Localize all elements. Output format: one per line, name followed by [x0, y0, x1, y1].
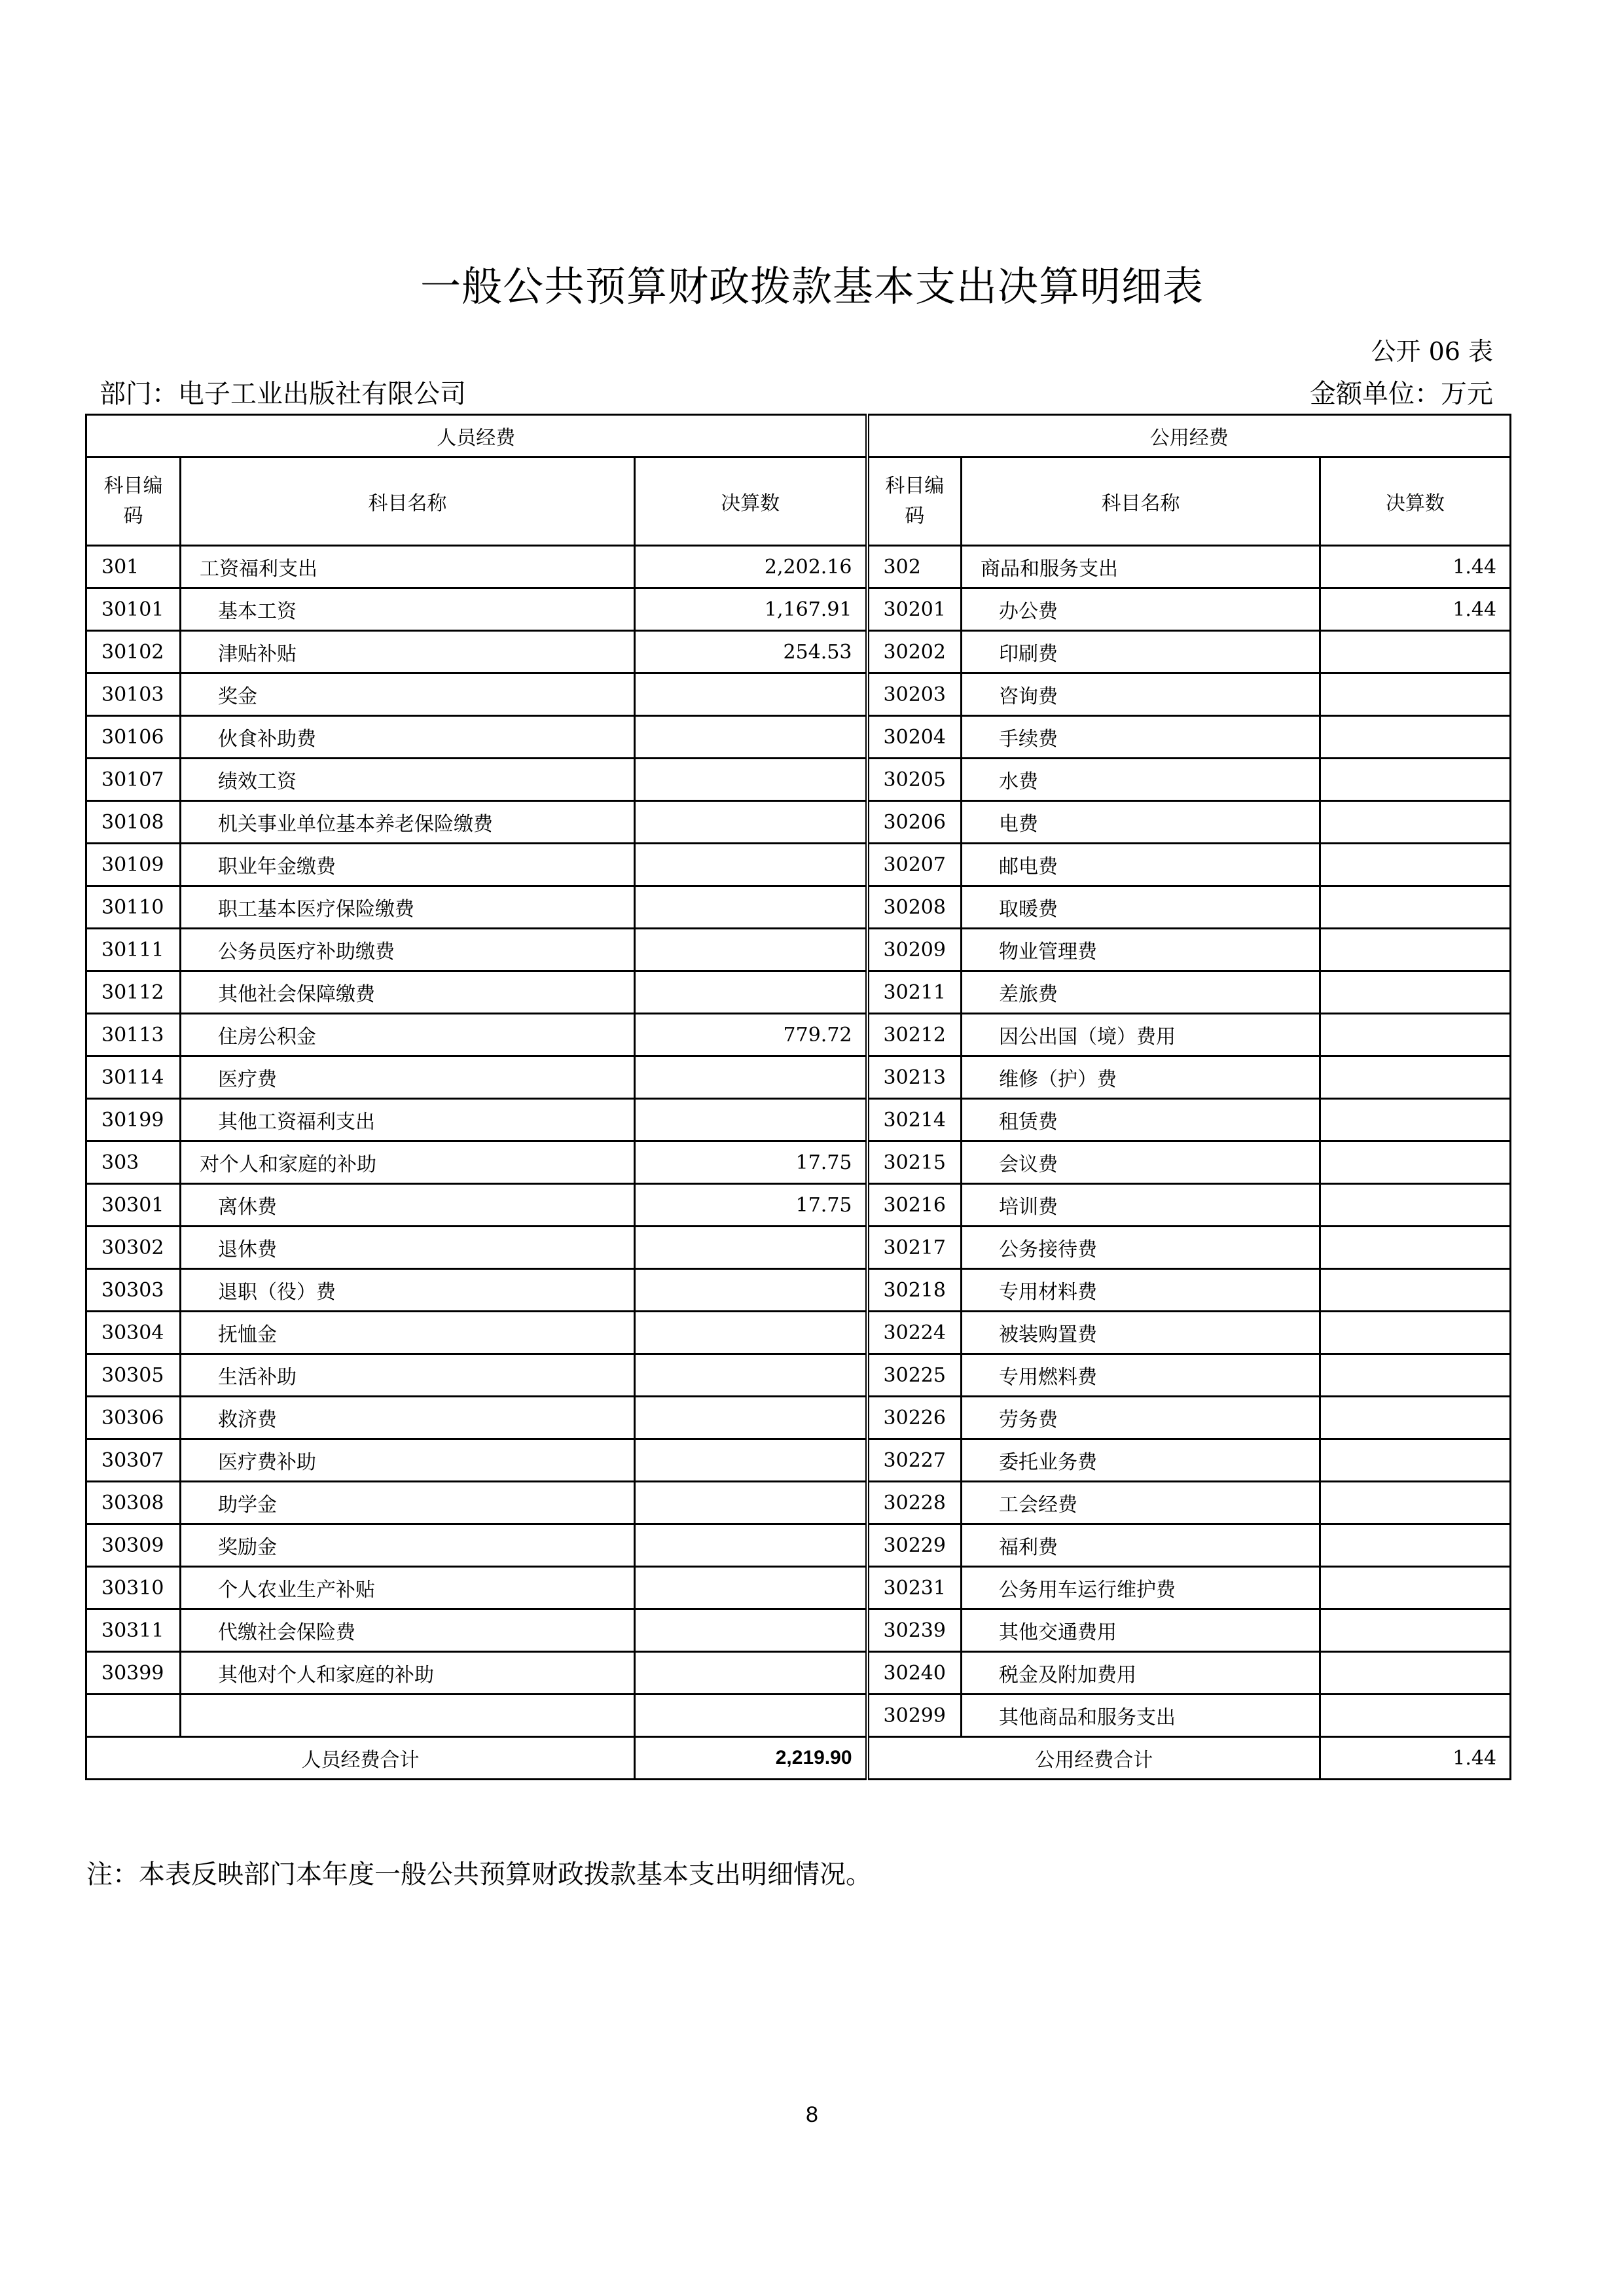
left-code-cell: 30103 — [86, 673, 181, 716]
department-label: 部门：电子工业出版社有限公司 — [99, 379, 466, 409]
public-total-label: 公用经费合计 — [867, 1737, 1320, 1780]
right-code-cell: 30204 — [867, 716, 962, 759]
right-code-cell: 30224 — [867, 1312, 962, 1354]
left-amount-cell — [635, 1099, 867, 1141]
left-code-cell: 301 — [86, 546, 181, 588]
table-number: 公开 06 表 — [1371, 337, 1493, 366]
personnel-total-value: 2,219.90 — [635, 1737, 867, 1780]
right-amount-cell — [1320, 1099, 1511, 1141]
left-name-cell: 生活补助 — [181, 1354, 635, 1397]
right-code-cell: 30229 — [867, 1524, 962, 1567]
left-amount-cell — [635, 1524, 867, 1567]
right-name-cell: 取暖费 — [962, 886, 1320, 929]
right-name-cell: 工会经费 — [962, 1482, 1320, 1524]
right-code-cell: 30211 — [867, 971, 962, 1014]
right-name-cell: 手续费 — [962, 716, 1320, 759]
left-name-cell: 其他对个人和家庭的补助 — [181, 1652, 635, 1695]
total-row — [86, 1737, 1511, 1780]
table-row — [86, 1609, 1511, 1652]
right-name-cell: 专用燃料费 — [962, 1354, 1320, 1397]
right-name-cell: 会议费 — [962, 1141, 1320, 1184]
right-code-cell: 30212 — [867, 1014, 962, 1056]
footnote: 注：本表反映部门本年度一般公共预算财政拨款基本支出明细情况。 — [86, 1859, 872, 1890]
right-code-cell: 30231 — [867, 1567, 962, 1609]
left-amount-cell — [635, 971, 867, 1014]
left-code-cell: 30111 — [86, 929, 181, 971]
right-code-cell: 30209 — [867, 929, 962, 971]
left-code-cell: 30112 — [86, 971, 181, 1014]
right-amount-cell — [1320, 1695, 1511, 1737]
table-row — [86, 1354, 1511, 1397]
left-name-cell: 津贴补贴 — [181, 631, 635, 673]
table-row — [86, 1141, 1511, 1184]
left-code-cell: 30199 — [86, 1099, 181, 1141]
right-amount-cell — [1320, 1184, 1511, 1227]
left-name-cell: 职业年金缴费 — [181, 844, 635, 886]
expenditure-table — [85, 414, 1511, 1780]
right-amount-cell — [1320, 844, 1511, 886]
right-name-cell: 委托业务费 — [962, 1439, 1320, 1482]
left-name-cell: 机关事业单位基本养老保险缴费 — [181, 801, 635, 844]
table-row — [86, 1312, 1511, 1354]
left-name-cell: 工资福利支出 — [181, 546, 635, 588]
left-name-cell: 助学金 — [181, 1482, 635, 1524]
left-name-cell: 职工基本医疗保险缴费 — [181, 886, 635, 929]
left-amount-cell: 1,167.91 — [635, 588, 867, 631]
left-code-cell: 30109 — [86, 844, 181, 886]
right-amount-cell — [1320, 631, 1511, 673]
left-name-cell: 医疗费补助 — [181, 1439, 635, 1482]
right-name-cell: 电费 — [962, 801, 1320, 844]
table-row — [86, 1269, 1511, 1312]
left-amount-cell — [635, 716, 867, 759]
right-code-cell: 30206 — [867, 801, 962, 844]
left-name-cell: 奖励金 — [181, 1524, 635, 1567]
right-amount-cell — [1320, 1227, 1511, 1269]
right-code-cell: 30202 — [867, 631, 962, 673]
left-code-cell: 30399 — [86, 1652, 181, 1695]
left-name-cell: 绩效工资 — [181, 759, 635, 801]
table-row — [86, 844, 1511, 886]
page-title: 一般公共预算财政拨款基本支出决算明细表 — [420, 262, 1204, 310]
right-amount-cell — [1320, 1482, 1511, 1524]
left-name-cell: 抚恤金 — [181, 1312, 635, 1354]
right-amount-cell — [1320, 886, 1511, 929]
left-code-cell: 30108 — [86, 801, 181, 844]
left-code-cell: 30110 — [86, 886, 181, 929]
right-amount-cell — [1320, 1652, 1511, 1695]
table-row — [86, 1397, 1511, 1439]
right-code-cell: 30208 — [867, 886, 962, 929]
left-name-cell: 公务员医疗补助缴费 — [181, 929, 635, 971]
table-row — [86, 1567, 1511, 1609]
section-public-header: 公用经费 — [867, 415, 1511, 457]
right-amount-cell — [1320, 801, 1511, 844]
left-code-cell: 30301 — [86, 1184, 181, 1227]
left-name-cell: 个人农业生产补贴 — [181, 1567, 635, 1609]
left-amount-cell — [635, 1652, 867, 1695]
left-name-cell: 救济费 — [181, 1397, 635, 1439]
right-name-cell: 差旅费 — [962, 971, 1320, 1014]
left-name-cell — [181, 1695, 635, 1737]
right-amount-cell — [1320, 1609, 1511, 1652]
left-code-cell: 30114 — [86, 1056, 181, 1099]
left-code-cell: 30102 — [86, 631, 181, 673]
left-code-cell — [86, 1695, 181, 1737]
left-code-cell: 30309 — [86, 1524, 181, 1567]
public-total-value: 1.44 — [1320, 1737, 1511, 1780]
table-row — [86, 673, 1511, 716]
right-name-cell: 公务用车运行维护费 — [962, 1567, 1320, 1609]
right-amount-cell — [1320, 1269, 1511, 1312]
right-name-cell: 租赁费 — [962, 1099, 1320, 1141]
table-row — [86, 588, 1511, 631]
left-code-cell: 30113 — [86, 1014, 181, 1056]
left-name-cell: 代缴社会保险费 — [181, 1609, 635, 1652]
left-amount-cell: 779.72 — [635, 1014, 867, 1056]
left-amount-cell — [635, 886, 867, 929]
right-name-cell: 物业管理费 — [962, 929, 1320, 971]
right-name-cell: 被装购置费 — [962, 1312, 1320, 1354]
table-row — [86, 546, 1511, 588]
right-name-cell: 办公费 — [962, 588, 1320, 631]
right-amount-cell — [1320, 1141, 1511, 1184]
right-amount-cell — [1320, 971, 1511, 1014]
left-code-cell: 30107 — [86, 759, 181, 801]
left-code-cell: 30304 — [86, 1312, 181, 1354]
left-amount-cell: 17.75 — [635, 1184, 867, 1227]
right-code-cell: 30207 — [867, 844, 962, 886]
table-row — [86, 1439, 1511, 1482]
left-name-cell: 基本工资 — [181, 588, 635, 631]
right-amount-cell — [1320, 1014, 1511, 1056]
left-code-cell: 30311 — [86, 1609, 181, 1652]
table-row — [86, 886, 1511, 929]
right-amount-cell — [1320, 716, 1511, 759]
left-amount-cell — [635, 1056, 867, 1099]
table-row — [86, 716, 1511, 759]
right-amount-cell — [1320, 1354, 1511, 1397]
left-code-cell: 30306 — [86, 1397, 181, 1439]
right-amount-cell: 1.44 — [1320, 588, 1511, 631]
left-amount-cell — [635, 801, 867, 844]
right-name-cell: 劳务费 — [962, 1397, 1320, 1439]
right-code-cell: 30239 — [867, 1609, 962, 1652]
left-code-cell: 30310 — [86, 1567, 181, 1609]
table-row — [86, 1524, 1511, 1567]
header-name-left: 科目名称 — [181, 457, 635, 546]
header-amount-left: 决算数 — [635, 457, 867, 546]
right-name-cell: 维修（护）费 — [962, 1056, 1320, 1099]
table-row — [86, 631, 1511, 673]
left-amount-cell: 2,202.16 — [635, 546, 867, 588]
right-amount-cell — [1320, 1439, 1511, 1482]
right-code-cell: 30228 — [867, 1482, 962, 1524]
right-amount-cell — [1320, 1397, 1511, 1439]
left-amount-cell — [635, 1354, 867, 1397]
personnel-total-label: 人员经费合计 — [86, 1737, 635, 1780]
right-amount-cell — [1320, 759, 1511, 801]
amount-unit-label: 金额单位：万元 — [1310, 379, 1493, 409]
left-code-cell: 30101 — [86, 588, 181, 631]
right-name-cell: 咨询费 — [962, 673, 1320, 716]
right-code-cell: 30213 — [867, 1056, 962, 1099]
left-name-cell: 退休费 — [181, 1227, 635, 1269]
left-name-cell: 离休费 — [181, 1184, 635, 1227]
header-amount-right: 决算数 — [1320, 457, 1511, 546]
right-name-cell: 因公出国（境）费用 — [962, 1014, 1320, 1056]
table-row — [86, 1014, 1511, 1056]
page-number: 8 — [806, 2102, 818, 2127]
left-name-cell: 其他社会保障缴费 — [181, 971, 635, 1014]
right-code-cell: 30203 — [867, 673, 962, 716]
left-amount-cell — [635, 1269, 867, 1312]
left-amount-cell — [635, 929, 867, 971]
right-amount-cell — [1320, 1567, 1511, 1609]
left-amount-cell: 17.75 — [635, 1141, 867, 1184]
right-code-cell: 30201 — [867, 588, 962, 631]
right-amount-cell — [1320, 929, 1511, 971]
left-code-cell: 30106 — [86, 716, 181, 759]
right-code-cell: 30218 — [867, 1269, 962, 1312]
right-name-cell: 其他交通费用 — [962, 1609, 1320, 1652]
header-code-right: 科目编 码 — [867, 457, 962, 546]
left-name-cell: 住房公积金 — [181, 1014, 635, 1056]
right-amount-cell — [1320, 1524, 1511, 1567]
left-code-cell: 30302 — [86, 1227, 181, 1269]
left-code-cell: 30303 — [86, 1269, 181, 1312]
left-amount-cell: 254.53 — [635, 631, 867, 673]
right-name-cell: 水费 — [962, 759, 1320, 801]
left-amount-cell — [635, 1609, 867, 1652]
left-name-cell: 奖金 — [181, 673, 635, 716]
header-code-left: 科目编 码 — [86, 457, 181, 546]
table-row — [86, 801, 1511, 844]
left-name-cell: 退职（役）费 — [181, 1269, 635, 1312]
right-code-cell: 30217 — [867, 1227, 962, 1269]
right-code-cell: 30215 — [867, 1141, 962, 1184]
left-amount-cell — [635, 1439, 867, 1482]
right-name-cell: 其他商品和服务支出 — [962, 1695, 1320, 1737]
right-name-cell: 印刷费 — [962, 631, 1320, 673]
right-code-cell: 30214 — [867, 1099, 962, 1141]
table-row — [86, 1652, 1511, 1695]
right-name-cell: 公务接待费 — [962, 1227, 1320, 1269]
left-code-cell: 30305 — [86, 1354, 181, 1397]
left-amount-cell — [635, 1312, 867, 1354]
table-row — [86, 1227, 1511, 1269]
section-personnel-header: 人员经费 — [86, 415, 867, 457]
right-name-cell: 商品和服务支出 — [962, 546, 1320, 588]
right-name-cell: 专用材料费 — [962, 1269, 1320, 1312]
right-amount-cell — [1320, 1312, 1511, 1354]
left-name-cell: 对个人和家庭的补助 — [181, 1141, 635, 1184]
table-row — [86, 759, 1511, 801]
left-amount-cell — [635, 1567, 867, 1609]
left-name-cell: 其他工资福利支出 — [181, 1099, 635, 1141]
table-row — [86, 1056, 1511, 1099]
header-name-right: 科目名称 — [962, 457, 1320, 546]
left-amount-cell — [635, 1482, 867, 1524]
table-row — [86, 1099, 1511, 1141]
right-code-cell: 30299 — [867, 1695, 962, 1737]
left-amount-cell — [635, 1397, 867, 1439]
left-code-cell: 303 — [86, 1141, 181, 1184]
right-name-cell: 福利费 — [962, 1524, 1320, 1567]
left-amount-cell — [635, 844, 867, 886]
right-code-cell: 30216 — [867, 1184, 962, 1227]
right-name-cell: 培训费 — [962, 1184, 1320, 1227]
table-row — [86, 1184, 1511, 1227]
right-code-cell: 30227 — [867, 1439, 962, 1482]
right-amount-cell — [1320, 1056, 1511, 1099]
table-row — [86, 1695, 1511, 1737]
right-amount-cell: 1.44 — [1320, 546, 1511, 588]
right-code-cell: 30240 — [867, 1652, 962, 1695]
left-amount-cell — [635, 1695, 867, 1737]
left-name-cell: 医疗费 — [181, 1056, 635, 1099]
left-name-cell: 伙食补助费 — [181, 716, 635, 759]
right-code-cell: 302 — [867, 546, 962, 588]
right-code-cell: 30225 — [867, 1354, 962, 1397]
table-row — [86, 929, 1511, 971]
right-code-cell: 30205 — [867, 759, 962, 801]
left-amount-cell — [635, 759, 867, 801]
right-name-cell: 税金及附加费用 — [962, 1652, 1320, 1695]
right-name-cell: 邮电费 — [962, 844, 1320, 886]
left-amount-cell — [635, 1227, 867, 1269]
left-code-cell: 30308 — [86, 1482, 181, 1524]
right-code-cell: 30226 — [867, 1397, 962, 1439]
right-amount-cell — [1320, 673, 1511, 716]
table-row — [86, 971, 1511, 1014]
table-row — [86, 1482, 1511, 1524]
left-amount-cell — [635, 673, 867, 716]
left-code-cell: 30307 — [86, 1439, 181, 1482]
